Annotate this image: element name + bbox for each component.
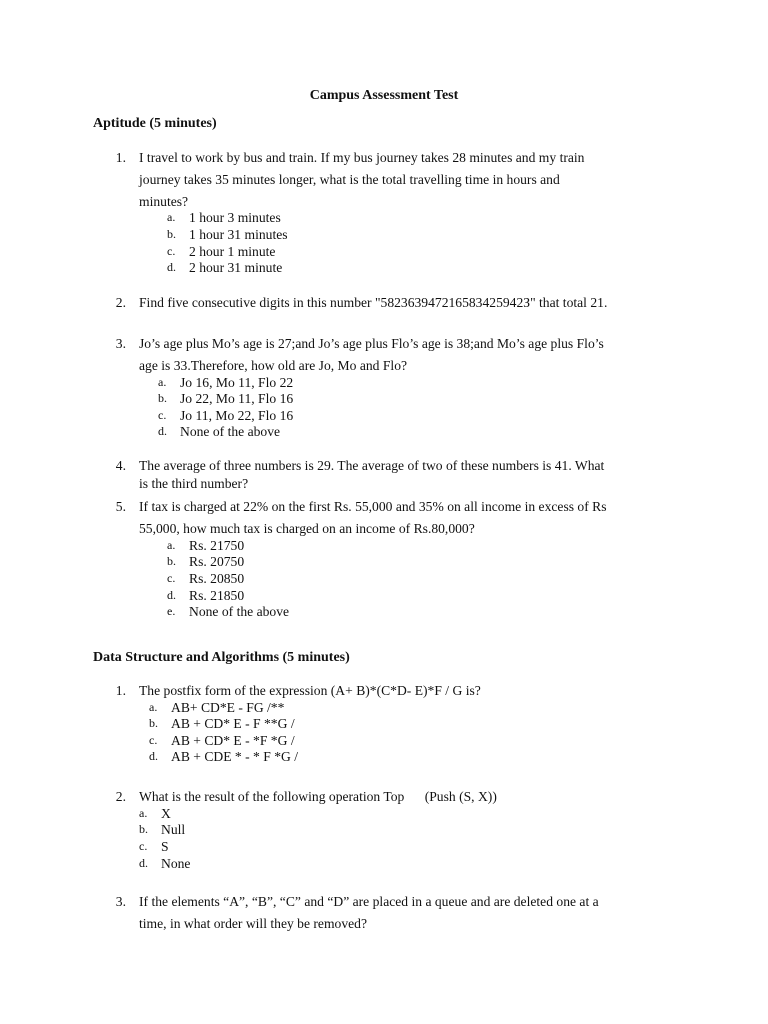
option-label: c. [149, 733, 158, 747]
question-text-line: minutes? [139, 194, 189, 209]
option-label: a. [149, 700, 158, 714]
option-text: AB + CD* E - *F *G / [171, 733, 295, 748]
option-label: d. [158, 424, 167, 438]
option-label: a. [167, 210, 176, 224]
option-text: None of the above [189, 604, 290, 619]
question-text-line: Jo’s age plus Mo’s age is 27;and Jo’s age plus Flo’s age is 38;and Mo’s age plus Flo’s [139, 336, 604, 351]
page-title: Campus Assessment Test [309, 88, 459, 103]
option-text: Jo 22, Mo 11, Flo 16 [180, 391, 294, 406]
question-text-line: is the third number? [139, 476, 249, 491]
option-text: Rs. 20750 [189, 554, 245, 569]
option-text: Rs. 21750 [189, 538, 245, 553]
option-label: d. [139, 856, 148, 870]
question-text-line: The postfix form of the expression (A+ B)*(C*D- E)*F / G is? [139, 683, 481, 698]
option-label: b. [139, 822, 148, 836]
option-text: AB + CDE * - * F *G / [171, 749, 298, 764]
question-text-line: 55,000, how much tax is charged on an income of Rs.80,000? [139, 521, 475, 536]
option-label: b. [167, 554, 176, 568]
option-text: AB+ CD*E - FG /** [171, 700, 285, 715]
question-text-line: time, in what order will they be removed? [139, 916, 368, 931]
option-label: a. [158, 375, 167, 389]
option-text: Jo 16, Mo 11, Flo 22 [180, 375, 294, 390]
question-number: 5. [115, 499, 126, 514]
question-number: 2. [115, 295, 126, 310]
option-label: b. [158, 391, 167, 405]
option-text: AB + CD* E - F **G / [171, 716, 295, 731]
section-heading-dsa: Data Structure and Algorithms (5 minutes) [93, 650, 350, 665]
option-text: Rs. 21850 [189, 588, 245, 603]
option-text: Null [161, 822, 186, 837]
option-label: d. [149, 749, 158, 763]
question-number: 2. [115, 789, 126, 804]
option-label: b. [149, 716, 158, 730]
question-text-line: journey takes 35 minutes longer, what is the total travelling time in hours and [139, 172, 560, 187]
question-number: 3. [115, 894, 126, 909]
question-text-line: age is 33.Therefore, how old are Jo, Mo and Flo? [139, 358, 408, 373]
option-text: None of the above [180, 424, 281, 439]
option-label: b. [167, 227, 176, 241]
option-label: c. [167, 244, 176, 258]
option-text: 2 hour 31 minute [189, 260, 283, 275]
option-text: 1 hour 31 minutes [189, 227, 288, 242]
option-text: X [161, 806, 171, 821]
question-text-line: What is the result of the following operation Top (Push (S, X)) [139, 789, 497, 804]
option-label: c. [158, 408, 167, 422]
question-text-line: I travel to work by bus and train. If my bus journey takes 28 minutes and my train [139, 150, 585, 165]
question-text-line: Find five consecutive digits in this number "582363947216583425942З" that total 21. [139, 295, 608, 310]
question-text-line: If tax is charged at 22% on the first Rs. 55,000 and 35% on all income in excess of Rs [139, 499, 607, 514]
option-label: e. [167, 604, 176, 618]
question-number: 1. [115, 683, 126, 698]
option-text: Jo 11, Mo 22, Flo 16 [180, 408, 294, 423]
option-text: 2 hour 1 minute [189, 244, 276, 259]
option-text: S [161, 839, 169, 854]
option-label: d. [167, 260, 176, 274]
option-text: Rs. 20850 [189, 571, 245, 586]
option-label: a. [139, 806, 148, 820]
option-label: c. [167, 571, 176, 585]
option-label: c. [139, 839, 148, 853]
section-heading-aptitude: Aptitude (5 minutes) [93, 116, 217, 131]
question-text-line: If the elements “A”, “B”, “C” and “D” are placed in a queue and are deleted one at a [139, 894, 599, 909]
question-number: 3. [115, 336, 126, 351]
option-text: 1 hour 3 minutes [189, 210, 281, 225]
question-number: 1. [115, 150, 126, 165]
option-label: d. [167, 588, 176, 602]
question-number: 4. [115, 458, 126, 473]
option-label: a. [167, 538, 176, 552]
option-text: None [161, 856, 191, 871]
question-text-line: The average of three numbers is 29. The average of two of these numbers is 41. What [139, 458, 605, 473]
